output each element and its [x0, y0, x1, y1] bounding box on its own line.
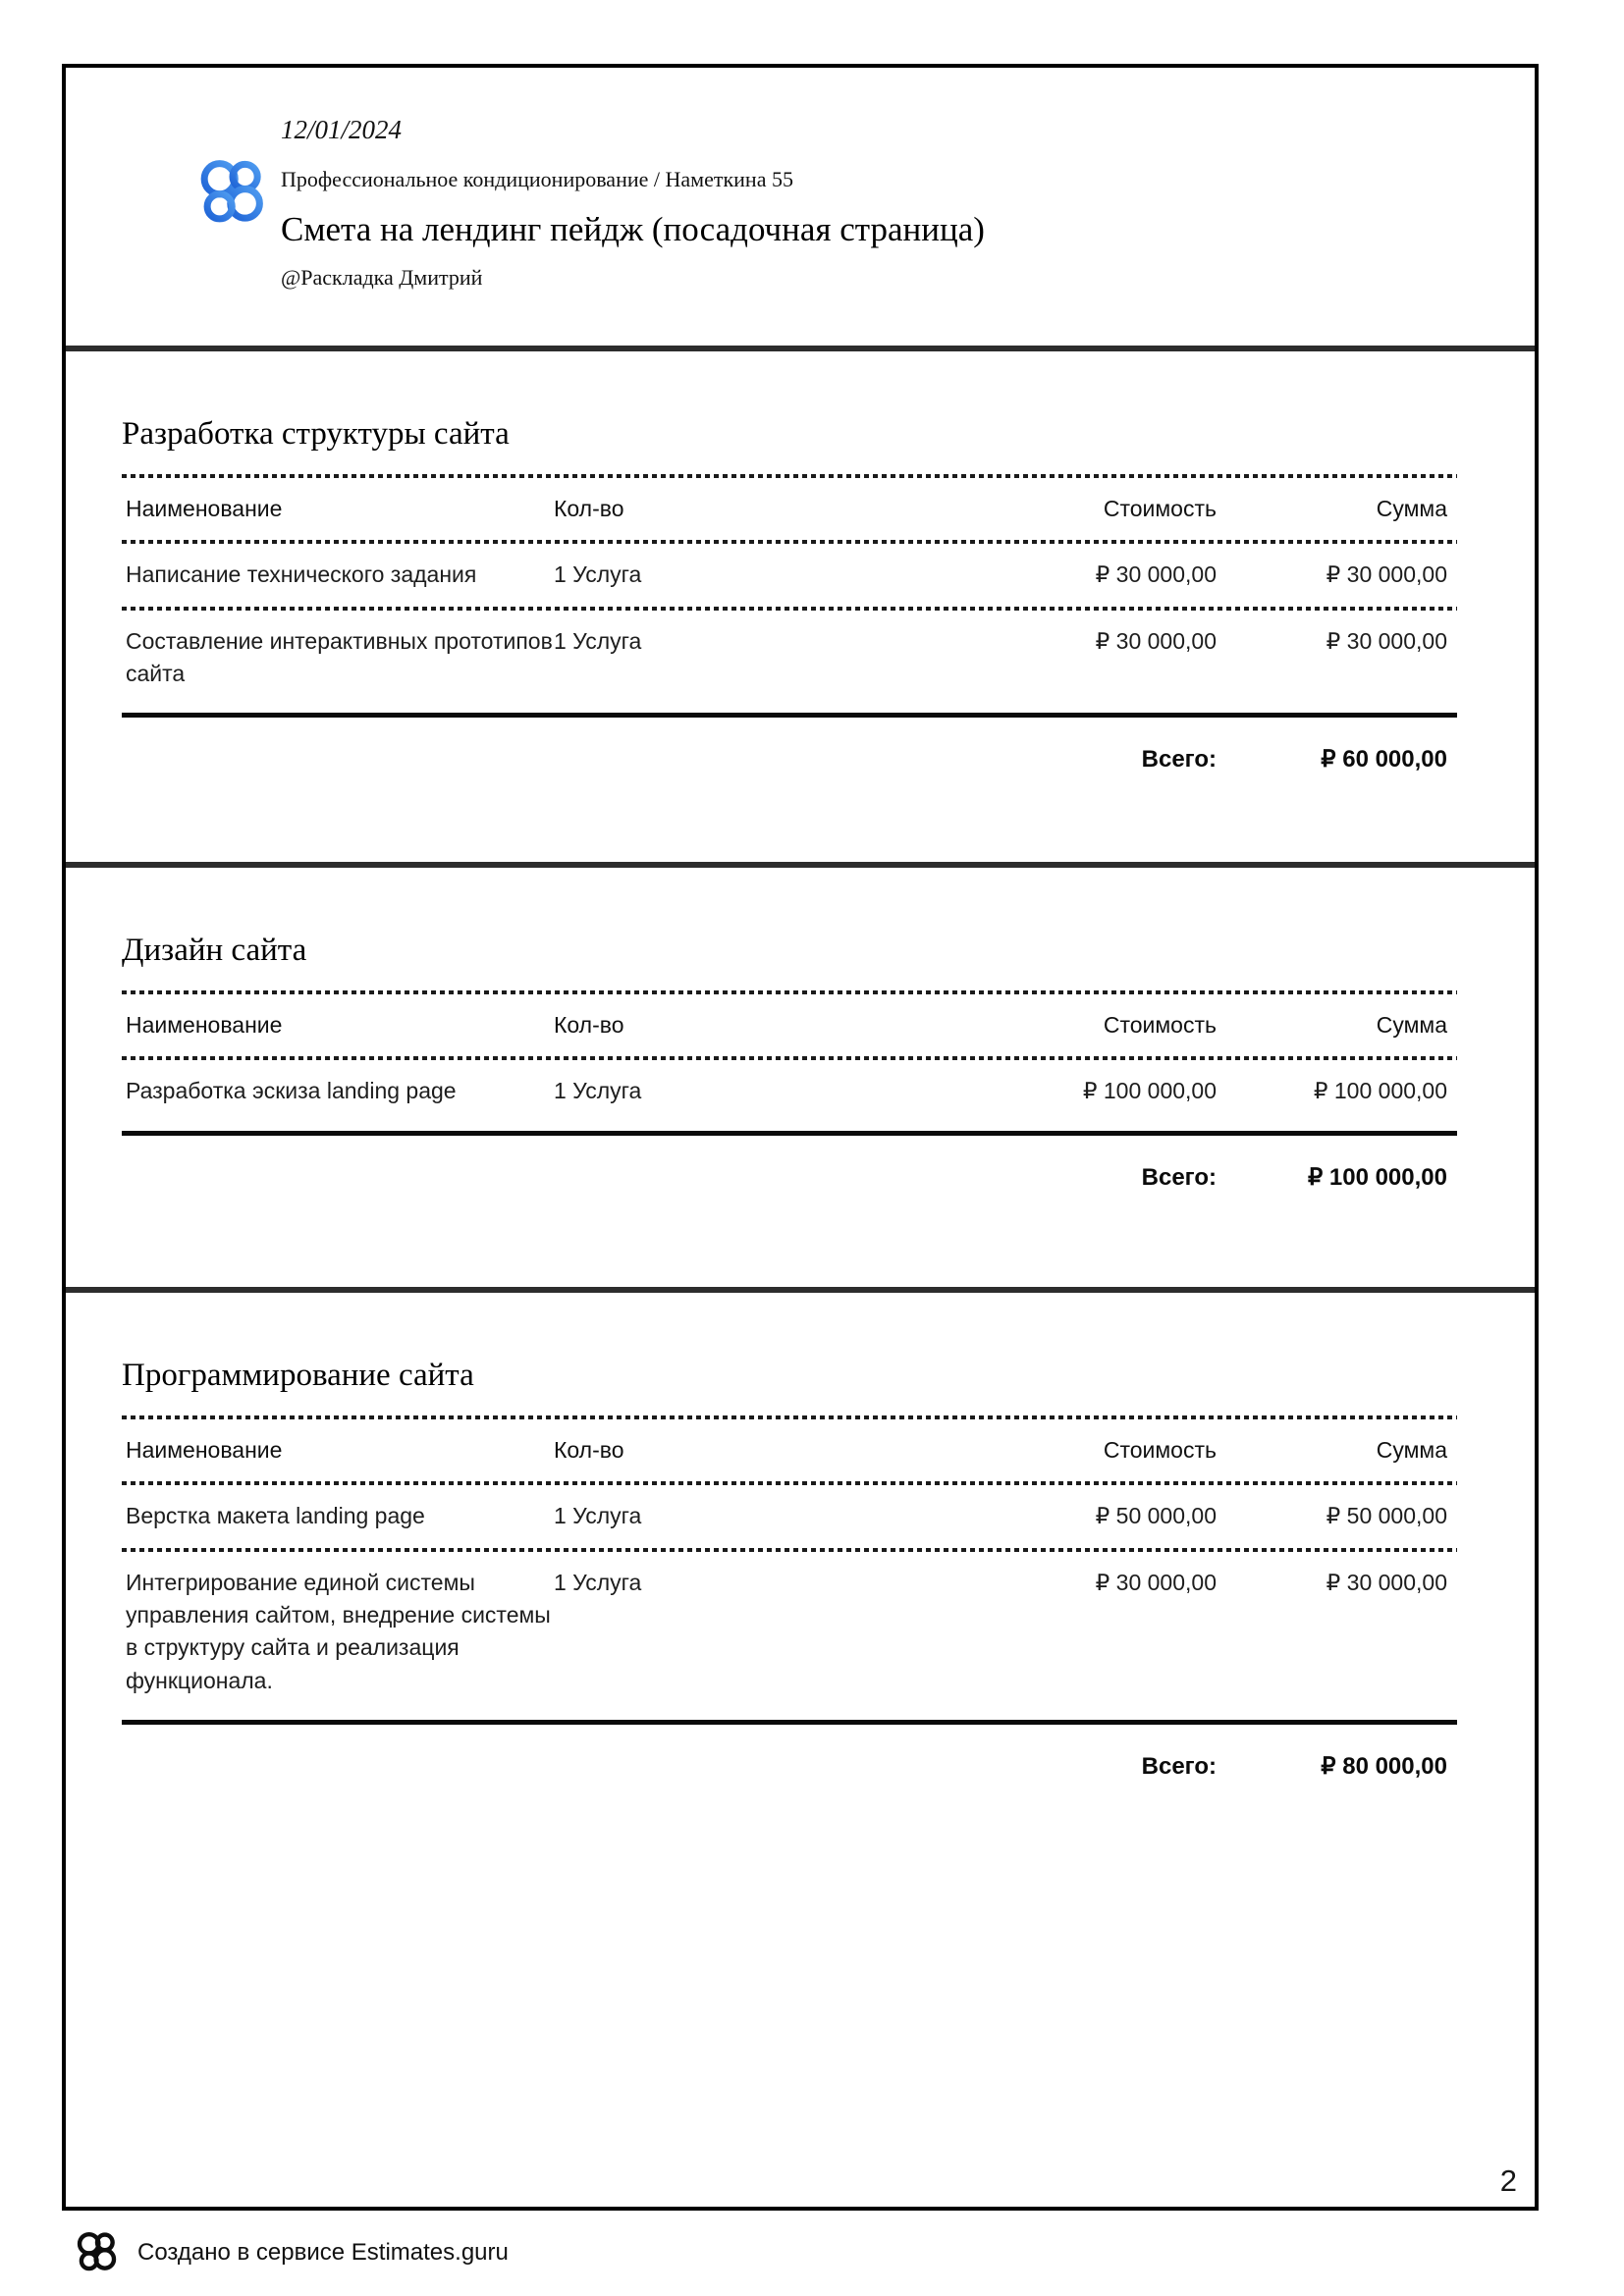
col-header-price: Стоимость: [1103, 1437, 1217, 1463]
row-sum: ₽ 30 000,00: [1326, 1569, 1447, 1595]
service-footer: [75, 2228, 509, 2277]
table-header-row: [122, 478, 1457, 540]
section-total-row: [122, 1136, 1457, 1196]
col-header-name: Наименование: [126, 1437, 283, 1463]
row-name: Интегрирование единой системы управления сайтом, внедрение системы в структуру сайта и реализация функционала.: [126, 1569, 551, 1693]
page-number: 2: [1499, 2163, 1517, 2198]
row-name: Составление интерактивных прототипов сайта: [126, 627, 553, 687]
estimates-guru-clover-icon: [75, 2228, 120, 2277]
total-value: ₽ 60 000,00: [1321, 746, 1447, 774]
section-title: Программирование сайта: [122, 1358, 474, 1393]
section-total-row: [122, 1725, 1457, 1785]
row-price: ₽ 30 000,00: [1095, 561, 1217, 588]
row-sum: ₽ 50 000,00: [1326, 1503, 1447, 1529]
table-row: [122, 1060, 1457, 1122]
row-price: ₽ 30 000,00: [1095, 1569, 1217, 1595]
table-row: [122, 611, 1457, 706]
header-text-block: [281, 115, 985, 291]
col-header-qty: Кол-во: [554, 496, 624, 521]
document-title: Смета на лендинг пейдж (посадочная страница): [281, 210, 985, 248]
table-row: [122, 544, 1457, 606]
company-line: Профессиональное кондиционирование / Наметкина 55: [281, 167, 793, 191]
total-value: ₽ 80 000,00: [1321, 1753, 1447, 1781]
total-label: Всего:: [1141, 746, 1217, 774]
col-header-price: Стоимость: [1103, 1012, 1217, 1038]
row-qty: 1 Услуга: [554, 1569, 642, 1595]
table-header-row: [122, 994, 1457, 1056]
row-qty: 1 Услуга: [554, 1078, 642, 1104]
estimate-table: [122, 990, 1457, 1195]
row-price: ₽ 30 000,00: [1095, 627, 1217, 654]
row-sum: ₽ 100 000,00: [1313, 1078, 1447, 1104]
section-programming: [66, 1287, 1535, 2207]
table-header-row: [122, 1419, 1457, 1481]
col-header-qty: Кол-во: [554, 1012, 624, 1038]
estimate-table: [122, 1415, 1457, 1785]
section-title: Дизайн сайта: [122, 933, 307, 968]
row-price: ₽ 100 000,00: [1082, 1078, 1217, 1104]
total-label: Всего:: [1141, 1163, 1217, 1191]
section-title: Разработка структуры сайта: [122, 416, 510, 452]
section-total-row: [122, 718, 1457, 777]
row-qty: 1 Услуга: [554, 561, 642, 588]
row-qty: 1 Услуга: [554, 1503, 642, 1529]
col-header-sum: Сумма: [1376, 1012, 1447, 1038]
row-name: Верстка макета landing page: [126, 1503, 425, 1529]
col-header-qty: Кол-во: [554, 1437, 624, 1463]
row-sum: ₽ 30 000,00: [1326, 627, 1447, 654]
row-price: ₽ 50 000,00: [1095, 1503, 1217, 1529]
row-qty: 1 Услуга: [554, 627, 642, 654]
section-design: [66, 862, 1535, 1287]
row-sum: ₽ 30 000,00: [1326, 561, 1447, 588]
col-header-name: Наименование: [126, 496, 283, 521]
row-name: Написание технического задания: [126, 561, 477, 588]
col-header-sum: Сумма: [1376, 1437, 1447, 1463]
col-header-name: Наименование: [126, 1012, 283, 1038]
document-date: 12/01/2024: [281, 115, 403, 144]
estimate-page: [62, 64, 1539, 2211]
section-structure: [66, 346, 1535, 862]
row-name: Разработка эскиза landing page: [126, 1078, 457, 1104]
brand-clover-icon: [196, 154, 269, 233]
estimate-table: [122, 474, 1457, 777]
document-author: @Раскладка Дмитрий: [281, 265, 483, 290]
document-header: [66, 68, 1535, 346]
created-with-text: Создано в сервисе Estimates.guru: [137, 2239, 509, 2266]
table-row: [122, 1552, 1457, 1712]
col-header-price: Стоимость: [1103, 496, 1217, 521]
total-value: ₽ 100 000,00: [1307, 1163, 1447, 1191]
total-label: Всего:: [1141, 1753, 1217, 1781]
table-row: [122, 1485, 1457, 1547]
col-header-sum: Сумма: [1376, 496, 1447, 521]
